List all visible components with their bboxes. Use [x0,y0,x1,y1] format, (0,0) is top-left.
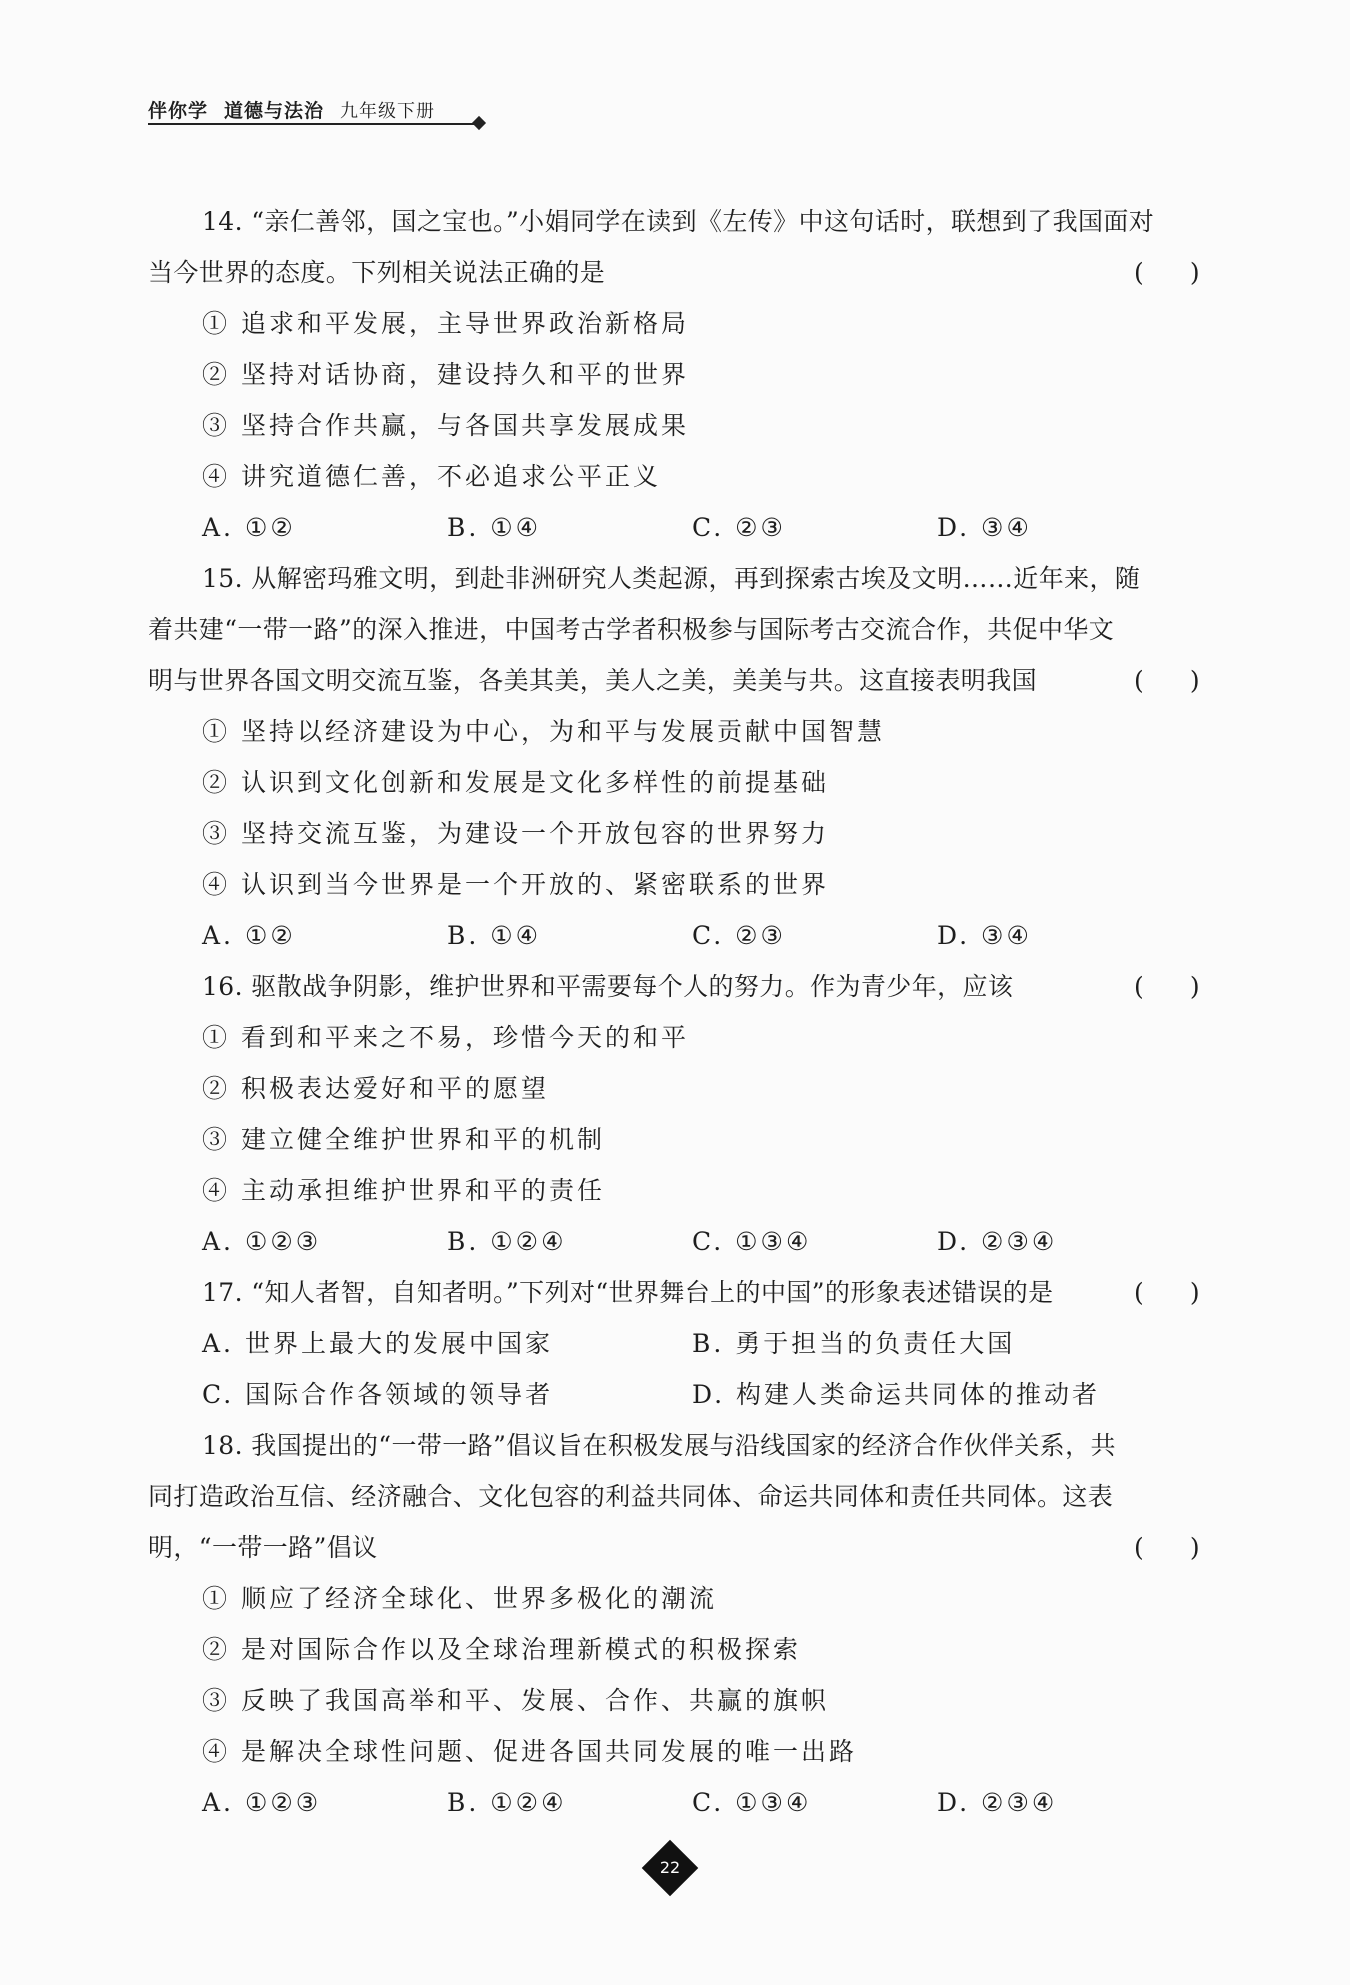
q14-choice-b: B. ①④ [447,513,542,542]
grade-name: 九年级下册 [340,101,436,122]
q14-option-4: ④ 讲究道德仁善，不必追求公平正义 [202,462,661,491]
q18-option-1: ① 顺应了经济全球化、世界多极化的潮流 [202,1584,717,1613]
q16-option-1: ① 看到和平来之不易，珍惜今天的和平 [202,1023,689,1052]
q16-stem-text: 16. 驱散战争阴影，维护世界和平需要每个人的努力。作为青少年，应该 [202,972,1014,1001]
q15-choice-d: D. ③④ [937,921,1032,950]
q18-choice-c: C. ①③④ [692,1788,812,1817]
q18-option-3: ③ 反映了我国高举和平、发展、合作、共赢的旗帜 [202,1686,829,1715]
q16-stem-line-1 [148,961,1200,1012]
q15-option-4: ④ 认识到当今世界是一个开放的、紧密联系的世界 [202,870,829,899]
q16-choice-c: C. ①③④ [692,1227,812,1256]
q14-choice-c: C. ②③ [692,513,786,542]
header-diamond-icon [472,116,486,130]
q18-stem-line-2: 同打造政治互信、经济融合、文化包容的利益共同体、命运共同体和责任共同体。这表 [148,1482,1114,1511]
q17-choice-b: B. 勇于担当的负责任大国 [692,1329,1016,1358]
q14-answer-blank: ( ) [1134,258,1200,287]
header-rule [148,123,480,125]
q18-stem-line-1: 18. 我国提出的“一带一路”倡议旨在积极发展与沿线国家的经济合作伙伴关系，共 [202,1431,1116,1460]
q17-choices-row-2 [148,1369,1200,1420]
q15-option-2: ② 认识到文化创新和发展是文化多样性的前提基础 [202,768,829,797]
q18-choices [148,1777,1200,1828]
q15-choice-b: B. ①④ [447,921,542,950]
q14-stem-line-1: 14. “亲仁善邻，国之宝也。”小娟同学在读到《左传》中这句话时，联想到了我国面对 [202,207,1155,236]
q14-choices [148,502,1200,553]
q14-option-2: ② 坚持对话协商，建设持久和平的世界 [202,360,689,389]
q17-choice-a: A. 世界上最大的发展中国家 [202,1329,553,1358]
q14-choice-d: D. ③④ [937,513,1032,542]
running-header [148,96,441,123]
q16-choice-d: D. ②③④ [937,1227,1058,1256]
q15-answer-blank: ( ) [1134,666,1200,695]
page-number: 22 [659,1858,681,1877]
q18-stem-text: 明，“一带一路”倡议 [148,1533,378,1562]
q14-stem-text: 当今世界的态度。下列相关说法正确的是 [148,258,606,287]
q15-stem-line-1: 15. 从解密玛雅文明，到赴非洲研究人类起源，再到探索古埃及文明……近年来，随 [202,564,1141,593]
q18-choice-d: D. ②③④ [937,1788,1058,1817]
q17-answer-blank: ( ) [1134,1278,1200,1307]
q15-stem-line-3 [148,655,1200,706]
q15-option-1: ① 坚持以经济建设为中心，为和平与发展贡献中国智慧 [202,717,885,746]
q15-choice-c: C. ②③ [692,921,786,950]
series-name: 伴你学 [148,100,209,122]
q16-option-3: ③ 建立健全维护世界和平的机制 [202,1125,605,1154]
q15-stem-line-2: 着共建“一带一路”的深入推进，中国考古学者积极参与国际考古交流合作，共促中华文 [148,615,1115,644]
q15-option-3: ③ 坚持交流互鉴，为建设一个开放包容的世界努力 [202,819,829,848]
q17-choices-row-1 [148,1318,1200,1369]
q16-option-4: ④ 主动承担维护世界和平的责任 [202,1176,605,1205]
question-list [148,196,1200,1828]
q18-choice-a: A. ①②③ [202,1788,322,1817]
q18-option-2: ② 是对国际合作以及全球治理新模式的积极探索 [202,1635,801,1664]
q17-stem-text: 17. “知人者智，自知者明。”下列对“世界舞台上的中国”的形象表述错误的是 [202,1278,1054,1307]
q15-choices [148,910,1200,961]
q14-option-3: ③ 坚持合作共赢，与各国共享发展成果 [202,411,689,440]
q16-option-2: ② 积极表达爱好和平的愿望 [202,1074,549,1103]
q17-choice-d: D. 构建人类命运共同体的推动者 [692,1380,1101,1409]
q15-choice-a: A. ①② [202,921,296,950]
q14-stem-line-2 [148,247,1200,298]
q16-choices [148,1216,1200,1267]
subject-name: 道德与法治 [224,100,325,122]
q14-option-1: ① 追求和平发展，主导世界政治新格局 [202,309,689,338]
q18-answer-blank: ( ) [1134,1533,1200,1562]
q16-choice-b: B. ①②④ [447,1227,567,1256]
q17-choice-c: C. 国际合作各领域的领导者 [202,1380,554,1409]
q16-answer-blank: ( ) [1134,972,1200,1001]
q18-option-4: ④ 是解决全球性问题、促进各国共同发展的唯一出路 [202,1737,857,1766]
q16-choice-a: A. ①②③ [202,1227,322,1256]
q14-choice-a: A. ①② [202,513,296,542]
q18-stem-line-3 [148,1522,1200,1573]
q15-stem-text: 明与世界各国文明交流互鉴，各美其美，美人之美，美美与共。这直接表明我国 [148,666,1038,695]
q17-stem-line-1 [148,1267,1200,1318]
q18-choice-b: B. ①②④ [447,1788,567,1817]
